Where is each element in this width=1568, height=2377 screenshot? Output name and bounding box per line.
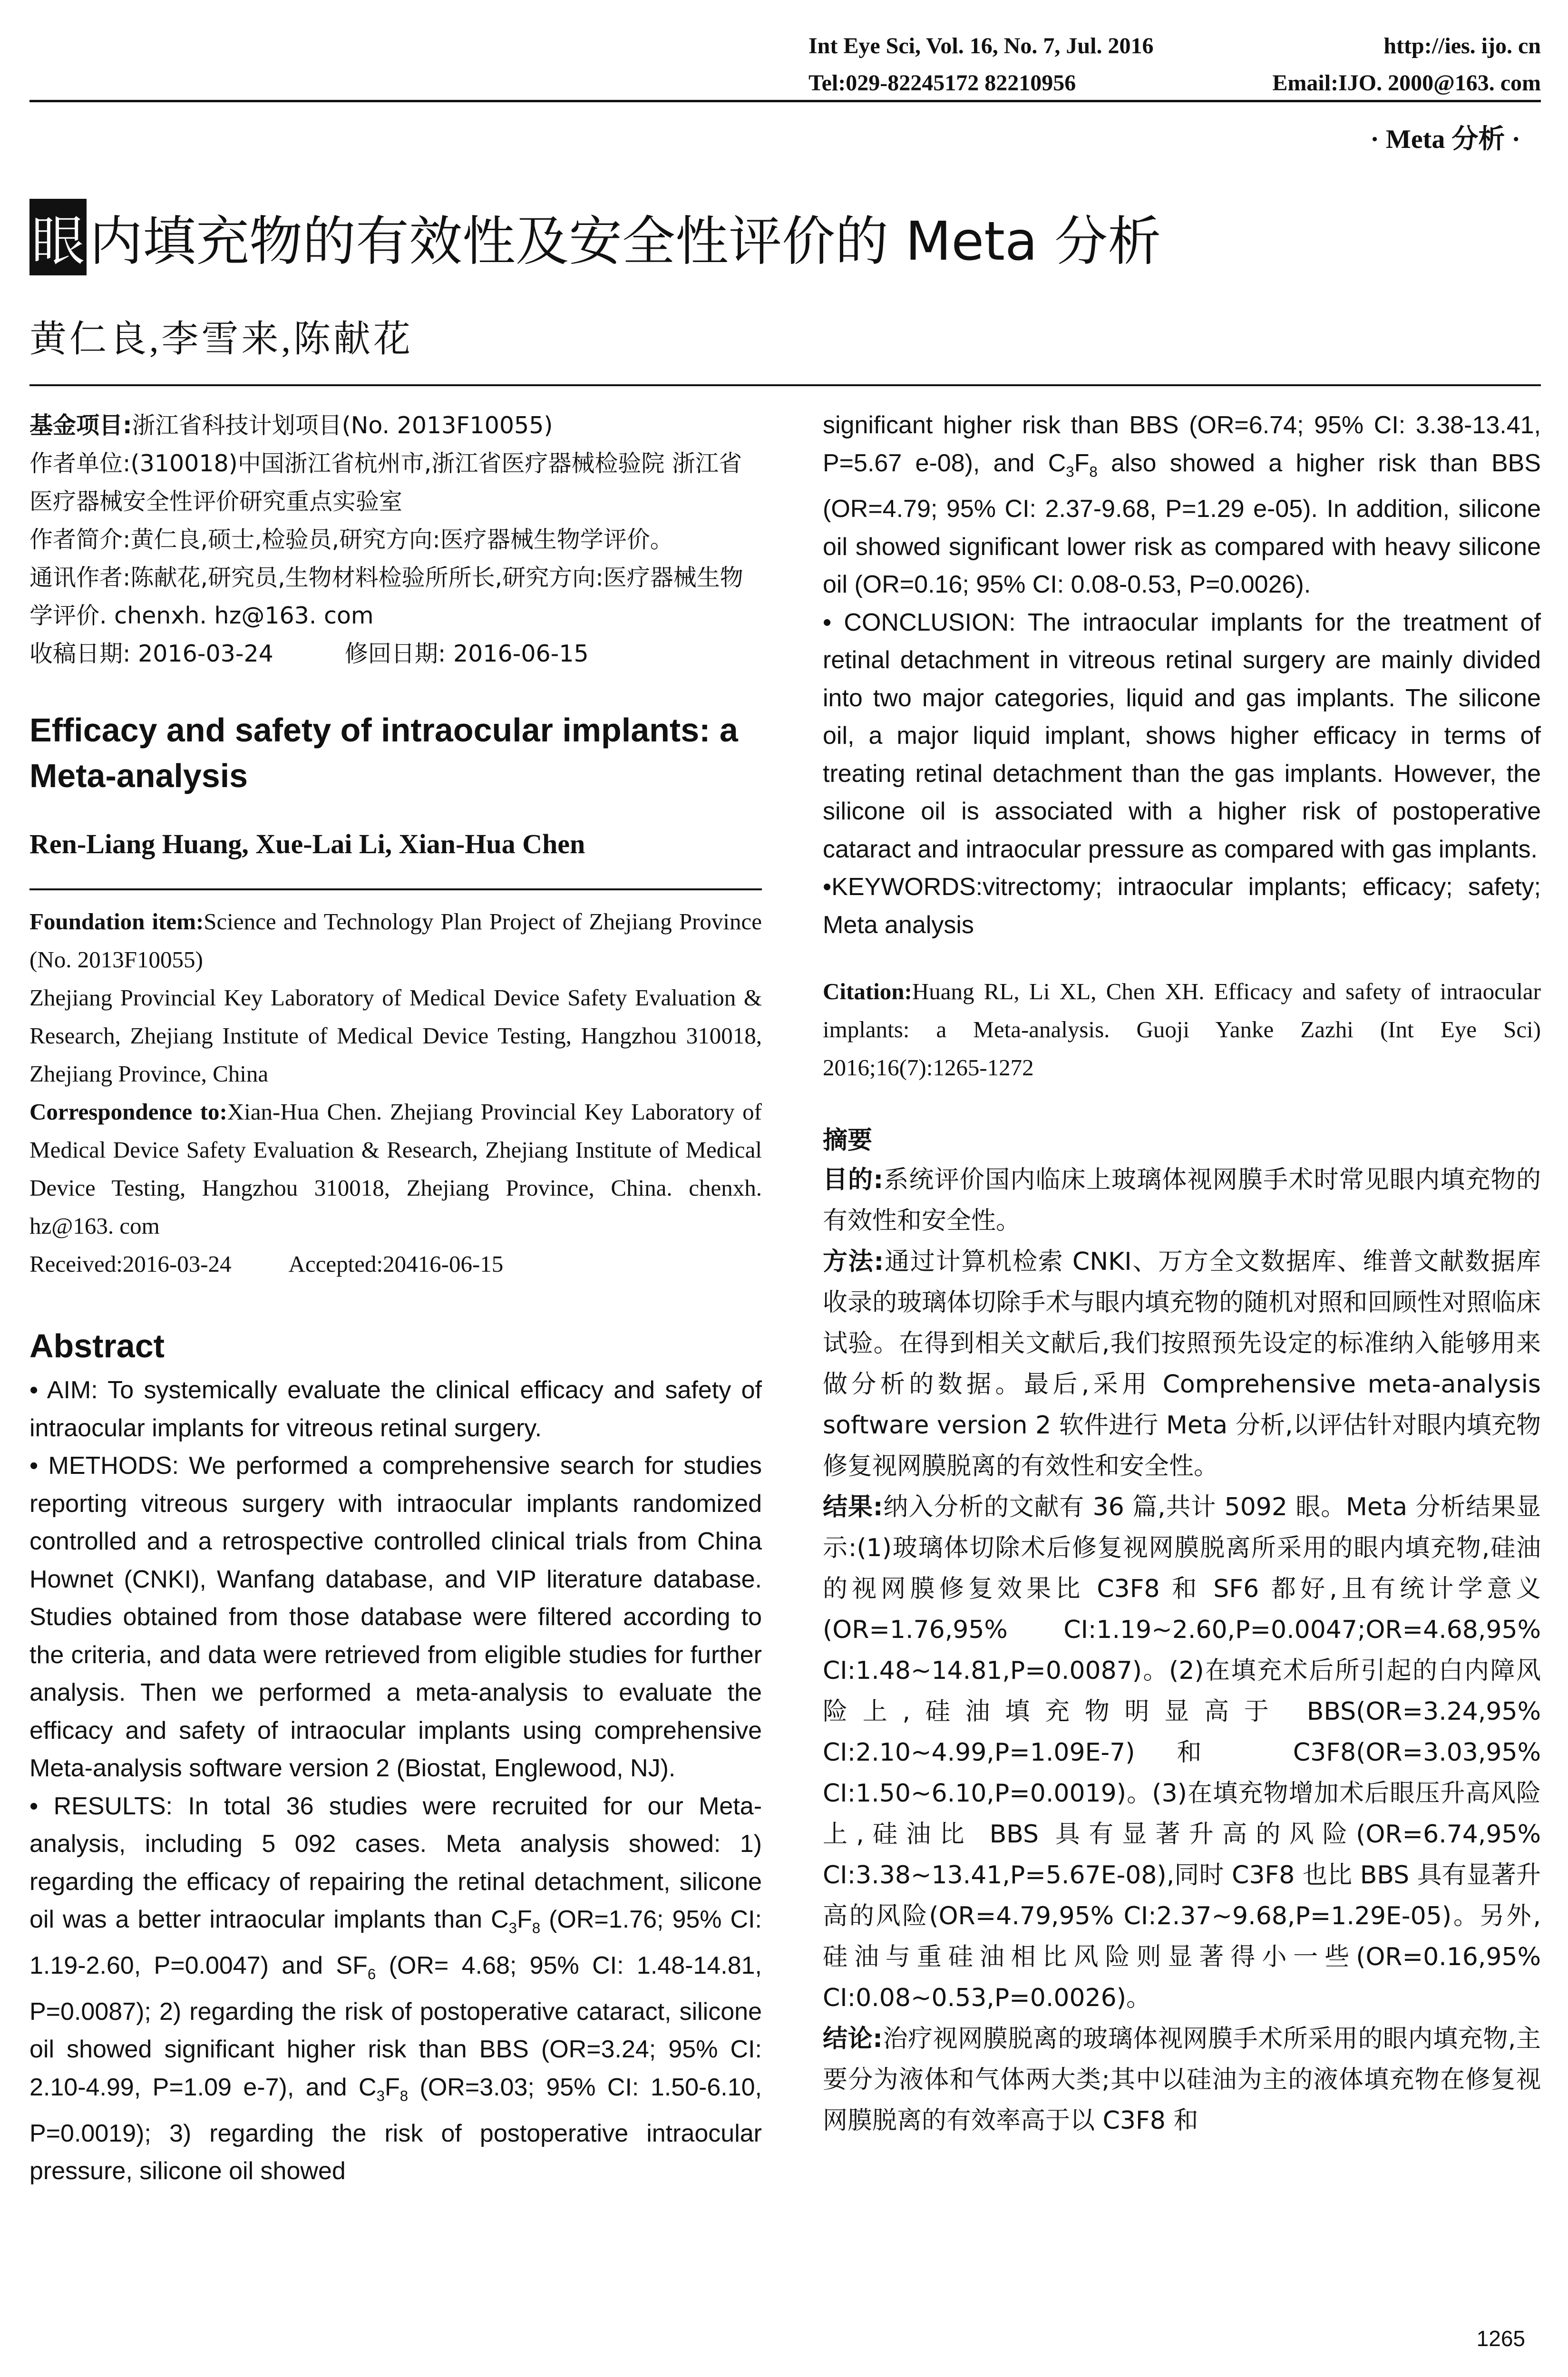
bio-label: 作者简介: bbox=[29, 526, 131, 553]
en-title: Efficacy and safety of intraocular implants: a Meta-analysis bbox=[29, 711, 738, 794]
results-text-a: In total 36 studies were recruited for our Meta-analysis, including 5 092 cases. Meta analysis showed: 1) regarding the efficacy of repairing the retinal detachment, silicone oil was a better intraocular implants than C bbox=[29, 1792, 762, 1933]
cn-meta bbox=[29, 407, 762, 673]
journal-url[interactable]: http://ies. ijo. cn bbox=[1383, 33, 1541, 58]
subscript: 8 bbox=[532, 1919, 541, 1937]
foundation-en: Science and Technology Plan Project of Zhejiang Province (No. 2013F10055) bbox=[29, 908, 762, 973]
citation-label: Citation: bbox=[823, 978, 912, 1005]
subscript: 3 bbox=[1066, 463, 1074, 480]
page-title bbox=[29, 199, 1161, 275]
keywords-text: vitrectomy; intraocular implants; efficacy; safety; Meta analysis bbox=[823, 873, 1541, 939]
foundation-label: 基金项目: bbox=[29, 412, 132, 439]
section-tag: · Meta 分析 · bbox=[1370, 125, 1520, 154]
en-authors: Ren-Liang Huang, Xue-Lai Li, Xian-Hua Chen bbox=[29, 828, 585, 859]
subscript: 8 bbox=[1089, 463, 1098, 480]
received-en: Received:2016-03-24 bbox=[29, 1251, 232, 1277]
journal-issue: Int Eye Sci, Vol. 16, No. 7, Jul. 2016 bbox=[808, 33, 1154, 58]
bio-cn: 黄仁良,硕士,检验员,研究方向:医疗器械生物学评价。 bbox=[130, 526, 673, 553]
results-text-e: F bbox=[384, 2073, 400, 2101]
cn-results-label: 结果: bbox=[823, 1493, 883, 1522]
cn-conclusion-label: 结论: bbox=[823, 2025, 883, 2054]
cn-conclusion-text: 治疗视网膜脱离的玻璃体视网膜手术所采用的眼内填充物,主要分为液体和气体两大类;其中以硅油为主的液体填充物在修复视网膜脱离的有效率高于以 C3F8 和 bbox=[823, 2025, 1541, 2135]
abstract-heading: Abstract bbox=[29, 1327, 165, 1364]
authors-cn: 黄仁良,李雪来,陈献花 bbox=[29, 318, 414, 360]
revised-cn: 修回日期: 2016-06-15 bbox=[344, 640, 589, 667]
unit-label: 作者单位: bbox=[29, 450, 131, 477]
aim-label: AIM: bbox=[47, 1376, 98, 1404]
left-column bbox=[29, 407, 762, 2191]
corr-label-cn: 通讯作者: bbox=[29, 564, 131, 591]
conclusion-text: The intraocular implants for the treatment of retinal detachment in vitreous retinal surgery are mainly divided into two major categories, liquid and gas implants. The silicone oil, a major liquid implant, shows higher efficacy in terms of treating retinal detachment than the gas implants. However, the silicone oil is associated with a higher risk of postoperative cataract and intraocular pressure as compared with gas implants. bbox=[823, 608, 1541, 863]
corr-cn: 陈献花,研究员,生物材料检验所所长,研究方向:医疗器械生物学评价. chenxh. hz@163. com bbox=[29, 564, 743, 629]
cn-abstract-heading: 摘要 bbox=[823, 1126, 873, 1155]
results-text-h: F bbox=[1074, 449, 1090, 477]
subscript: 6 bbox=[367, 1966, 376, 1983]
journal-header bbox=[808, 28, 1541, 102]
right-column bbox=[823, 407, 1541, 2141]
cn-aim-text: 系统评价国内临床上玻璃体视网膜手术时常见眼内填充物的有效性和安全性。 bbox=[823, 1166, 1541, 1236]
title-rule bbox=[29, 384, 1541, 386]
results-text-c: (OR=1.76; 95% CI: 1.19-2.60, P=0.0047) and SF bbox=[29, 1906, 762, 1979]
accepted-en: Accepted:20416-06-15 bbox=[288, 1251, 504, 1277]
citation bbox=[823, 973, 1541, 1087]
foundation-cn: 浙江省科技计划项目(No. 2013F10055) bbox=[132, 412, 553, 439]
foundation-label-en: Foundation item: bbox=[29, 908, 204, 935]
en-meta bbox=[29, 903, 762, 1283]
cn-abstract-body bbox=[823, 1159, 1541, 2141]
subscript: 3 bbox=[508, 1919, 517, 1937]
title-text: 内填充物的有效性及安全性评价的 Meta 分析 bbox=[89, 211, 1161, 273]
subscript: 3 bbox=[376, 2087, 385, 2104]
results-text-i: also showed a higher risk than BBS (OR=4.79; 95% CI: 2.37-9.68, P=1.29 e-05). In addition, silicone oil showed significant lower risk as compared with heavy silicone oil (OR=0.16; 95% CI: 0.08-0.53, P=0.0026). bbox=[823, 449, 1541, 599]
methods-text: We performed a comprehensive search for studies reporting vitreous surgery with intraocular implants randomized controlled and a retrospective controlled clinical trials from China Hownet (CNKI), Wanfang database, and VIP literature database. Studies obtained from those database were filtered according to the criteria, and data were retrieved from eligible studies for further analysis. Then we performed a meta-analysis to evaluate the efficacy and safety of intraocular implants using comprehensive Meta-analysis software version 2 (Biostat, Englewood, NJ). bbox=[29, 1452, 762, 1782]
results-label: RESULTS: bbox=[53, 1792, 173, 1820]
citation-text: Huang RL, Li XL, Chen XH. Efficacy and safety of intraocular implants: a Meta-analysis. Guoji Yanke Zazhi (Int Eye Sci) 2016;16(7):1265-1272 bbox=[823, 978, 1541, 1081]
en-authors-rule bbox=[29, 888, 762, 890]
keywords-label: KEYWORDS: bbox=[831, 873, 983, 901]
journal-tel: Tel:029-82245172 82210956 bbox=[808, 70, 1076, 96]
abstract-body bbox=[29, 1372, 762, 2191]
subscript: 8 bbox=[399, 2087, 409, 2104]
cn-methods-label: 方法: bbox=[823, 1247, 884, 1276]
bullet-icon: • bbox=[29, 1452, 39, 1480]
unit-cn: (310018)中国浙江省杭州市,浙江省医疗器械检验院 浙江省医疗器械安全性评价研究重点实验室 bbox=[29, 450, 742, 515]
results-text-f: (OR=3.03; 95% CI: 1.50-6.10, P=0.0019); 3) regarding the risk of postoperative intraocular pressure, silicone oil showed bbox=[29, 2073, 762, 2185]
title-first-char: 眼 bbox=[29, 199, 87, 275]
conclusion-label: CONCLUSION: bbox=[844, 608, 1016, 636]
bullet-icon: • bbox=[29, 1792, 39, 1820]
received-cn: 收稿日期: 2016-03-24 bbox=[29, 640, 273, 667]
header-rule bbox=[29, 100, 1541, 102]
cn-aim-label: 目的: bbox=[823, 1166, 884, 1195]
aim-text: To systemically evaluate the clinical efficacy and safety of intraocular implants for vitreous retinal surgery. bbox=[29, 1376, 762, 1442]
corr-label-en: Correspondence to: bbox=[29, 1099, 227, 1125]
bullet-icon: • bbox=[823, 608, 832, 636]
page-number: 1265 bbox=[1476, 2326, 1525, 2351]
bullet-icon: • bbox=[823, 873, 832, 901]
cn-results-text: 纳入分析的文献有 36 篇,共计 5092 眼。Meta 分析结果显示:(1)玻璃体切除术后修复视网膜脱离所采用的眼内填充物,硅油的视网膜修复效果比 C3F8 和 SF6 都好,且有统计学意义(OR=1.76,95% CI:1.19~2.60,P=0.0047;OR=4.68,95% CI:1.48~14.81,P=0.0087)。(2)在填充术后所引起的白内障风险上,硅油填充物明显高于 BBS(OR=3.24,95% CI:2.10~4.99,P=1.09E-7)和 C3F8(OR=3.03,95% CI:1.50~6.10,P=0.0019)。(3)在填充物增加术后眼压升高风险上,硅油比 BBS 具有显著升高的风险(OR=6.74,95% CI:3.38~13.41,P=5.67E-08),同时 C3F8 也比 BBS 具有显著升高的风险(OR=4.79,95% CI:2.37~9.68,P=1.29E-05)。另外,硅油与重硅油相比风险则显著得小一些(OR=0.16,95% CI:0.08~0.53,P=0.0026)。 bbox=[823, 1493, 1541, 2013]
journal-email[interactable]: Email:IJO. 2000@163. com bbox=[1272, 70, 1541, 96]
bullet-icon: • bbox=[29, 1376, 39, 1404]
affiliation-en: Zhejiang Provincial Key Laboratory of Medical Device Safety Evaluation & Research, Zhejiang Institute of Medical Device Testing, Hangzhou 310018, Zhejiang Province, China bbox=[29, 984, 762, 1087]
methods-label: METHODS: bbox=[48, 1452, 179, 1480]
results-text-b: F bbox=[516, 1906, 532, 1933]
cn-methods-text: 通过计算机检索 CNKI、万方全文数据库、维普文献数据库收录的玻璃体切除手术与眼内填充物的随机对照和回顾性对照临床试验。在得到相关文献后,我们按照预先设定的标准纳入能够用来做分析的数据。最后,采用 Comprehensive meta-analysis software version 2 软件进行 Meta 分析,以评估针对眼内填充物修复视网膜脱离的有效性和安全性。 bbox=[823, 1247, 1541, 1481]
corr-en: Xian-Hua Chen. Zhejiang Provincial Key Laboratory of Medical Device Safety Evaluation & Research, Zhejiang Institute of Medical Device Testing, Hangzhou 310018, Zhejiang Province, China. chenxh. hz@163. com bbox=[29, 1099, 762, 1239]
abstract-body-continued bbox=[823, 407, 1541, 944]
results-text-d: (OR= 4.68; 95% CI: 1.48-14.81, P=0.0087); 2) regarding the risk of postoperative cataract, silicone oil showed significant higher risk than BBS (OR=3.24; 95% CI: 2.10-4.99, P=1.09 e-7), and C bbox=[29, 1951, 762, 2101]
results-text-g: significant higher risk than BBS (OR=6.74; 95% CI: 3.38-13.41, P=5.67 e-08), and C bbox=[823, 411, 1541, 477]
